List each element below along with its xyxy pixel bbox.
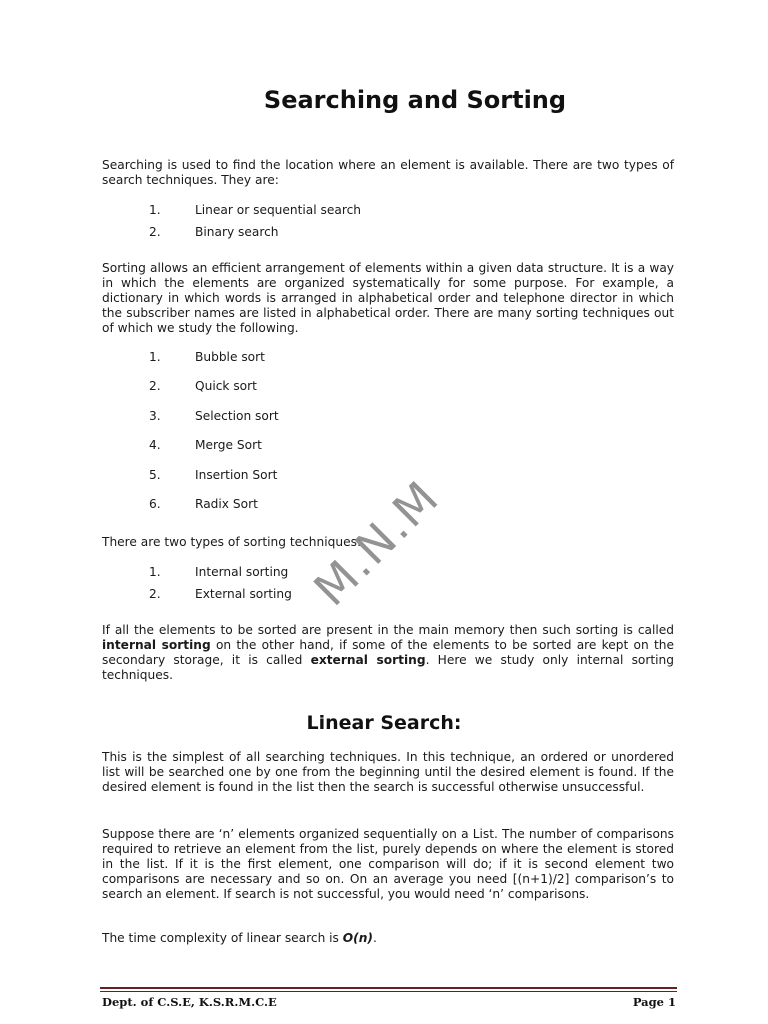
footer-rule-thin (100, 991, 677, 992)
footer-rule (100, 987, 677, 989)
section-heading: Linear Search: (306, 712, 462, 734)
page-title: Searching and Sorting (263, 86, 567, 114)
list-item: 2. Quick sort (149, 379, 257, 393)
footer-page-number: Page 1 (632, 995, 676, 1009)
list-item: 4. Merge Sort (149, 438, 262, 452)
sorting-paragraph: Sorting allows an efficient arrangement of elements within a given data structure. It is a way in which the elements are organized systematically for some purpose. For example, a dictionary in which words is arranged in alphabetical order and telephone director in which the subscriber names are listed in alphabetical order. There are many sorting techniques out of which we study the following. (102, 261, 674, 335)
footer-department: Dept. of C.S.E, K.S.R.M.C.E (102, 995, 277, 1009)
time-complexity-text: The time complexity of linear search is O(n). (102, 931, 377, 945)
term-external-sorting: external sorting (310, 652, 426, 667)
two-types-text: There are two types of sorting techniques: (102, 535, 362, 549)
intro-paragraph: Searching is used to find the location where an element is available. There are two types of search techniques. They are: (102, 158, 674, 187)
linear-search-paragraph-1: This is the simplest of all searching techniques. In this technique, an ordered or unordered list will be searched one by one from the beginning until the desired element is found. If the desired element is found in the list then the search is successful otherwise unsuccessful. (102, 750, 674, 794)
complexity-value: O(n) (342, 931, 373, 945)
list-item: 1. Bubble sort (149, 350, 265, 364)
term-internal-sorting: internal sorting (102, 637, 211, 652)
list-item: 2. External sorting (149, 587, 292, 601)
watermark: M.N.M (303, 469, 450, 617)
list-item: 3. Selection sort (149, 409, 279, 423)
list-item: 2. Binary search (149, 225, 279, 239)
list-item: 1. Linear or sequential search (149, 203, 362, 217)
internal-sorting-paragraph: If all the elements to be sorted are present in the main memory then such sorting is called internal sorting on the other hand, if some of the elements to be sorted are kept on the secondary storage, it is called external sorting. Here we study only internal sorting techniques. (102, 623, 675, 682)
list-item: 1. Internal sorting (149, 565, 289, 579)
linear-search-paragraph-2: Suppose there are ‘n’ elements organized sequentially on a List. The number of comparisons required to retrieve an element from the list, purely depends on where the element is stored in the list. If it is the first element, one comparison will do; if it is second element two comparisons are necessary and so on. On an average you need [(n+1)/2] comparison’s to search an element. If search is not successful, you would need ‘n’ comparisons. (102, 827, 674, 901)
list-item: 5. Insertion Sort (149, 468, 278, 482)
list-item: 6. Radix Sort (149, 497, 258, 511)
